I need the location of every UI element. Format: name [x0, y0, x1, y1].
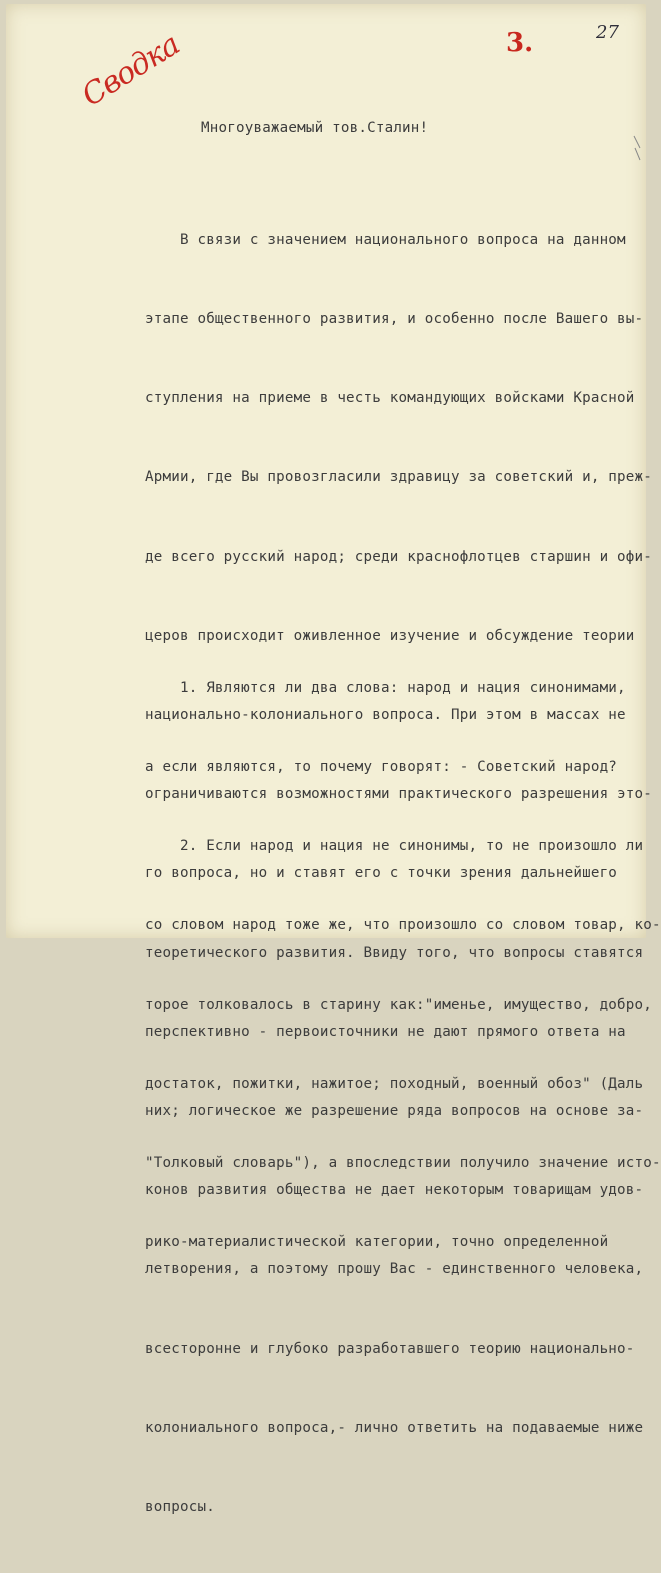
- handwritten-stamp-word: Сводка: [76, 27, 186, 114]
- question-line: со словом народ тоже же, что произошло со словом товар, ко-: [145, 917, 661, 934]
- body-line: В связи с значением национального вопроса на данном: [145, 231, 626, 248]
- body-line: конов развития общества не дает некоторым товарищам удов-: [145, 1182, 644, 1199]
- body-line: них; логическое же разрешение ряда вопросов на основе за-: [145, 1103, 644, 1120]
- body-line: летворения, а поэтому прошу Вас - единственного человека,: [145, 1261, 644, 1278]
- body-line: перспективно - первоисточники не дают прямого ответа на: [145, 1023, 626, 1040]
- body-line: церов происходит оживленное изучение и обсуждение теории: [145, 627, 635, 644]
- body-line: го вопроса, но и ставят его с точки зрения дальнейшего: [145, 865, 618, 882]
- salutation: Многоуважаемый тов.Сталин!: [201, 120, 429, 136]
- question-line: 2. Если народ и нация не синонимы, то не произошло ли: [145, 838, 644, 855]
- question-line: торое толковалось в старину как:"именье, имущество, добро,: [145, 996, 653, 1013]
- question-line: а если являются, то почему говорят: - Советский народ?: [145, 759, 618, 776]
- sheet-number-red: 3.: [506, 28, 534, 58]
- body-line: ограничиваются возможностями практического разрешения это-: [145, 786, 653, 803]
- question-line: рико-материалистической категории, точно определенной: [145, 1234, 609, 1251]
- body-line: теоретического развития. Ввиду того, что вопросы ставятся: [145, 944, 644, 961]
- body-line: де всего русский народ; среди краснофлотцев старшин и офи-: [145, 548, 653, 565]
- question-line: достаток, пожитки, нажитое; походный, военный обоз" (Даль: [145, 1075, 644, 1092]
- body-line: колониального вопроса,- лично ответить на подаваемые ниже: [145, 1419, 644, 1436]
- body-line: всесторонне и глубоко разработавшего теорию национально-: [145, 1340, 635, 1357]
- document-page: [6, 4, 661, 1516]
- body-line: Армии, где Вы провозгласили здравицу за советский и, преж-: [145, 469, 653, 486]
- question-list: [145, 622, 661, 1308]
- page-number: 27: [596, 22, 619, 43]
- body-line: национально-колониального вопроса. При этом в массах не: [145, 707, 626, 724]
- question-line: "Толковый словарь"), а впоследствии получило значение исто-: [145, 1155, 661, 1172]
- body-line: этапе общественного развития, и особенно после Вашего вы-: [145, 311, 644, 328]
- question-line: 1. Являются ли два слова: народ и нация синонимами,: [145, 679, 626, 696]
- margin-tick-mark: [632, 134, 642, 164]
- body-line: ступления на приеме в честь командующих войсками Красной: [145, 390, 635, 407]
- body-line: вопросы.: [145, 1499, 215, 1516]
